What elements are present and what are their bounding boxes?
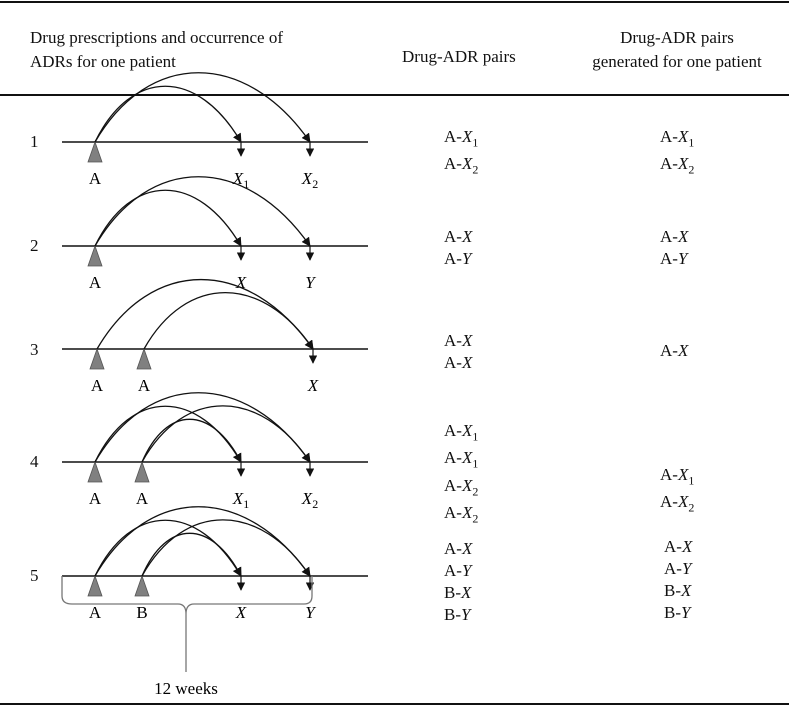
generated-cell-row1	[660, 126, 694, 181]
header-col1-line1: Drug prescriptions and occurrence of	[30, 28, 284, 47]
pair-item: B-Y	[444, 605, 471, 624]
pair-item: A-X	[444, 331, 473, 350]
pairs-cell-row2	[444, 226, 472, 270]
adr-label: $X_1$	[232, 489, 250, 511]
generated-pair-item: $A-X_1$	[660, 465, 695, 488]
generated-pair-item: B-X	[664, 581, 692, 600]
drug-prescription-marker	[88, 246, 102, 266]
drug-prescription-marker	[137, 349, 151, 369]
drug-adr-arc	[95, 177, 310, 246]
row-number: 3	[30, 340, 39, 359]
drug-adr-arc	[95, 73, 310, 142]
generated-cell-row2	[660, 226, 688, 270]
adr-label: $X_1$	[232, 169, 250, 191]
generated-pair-item: A-X	[664, 537, 693, 556]
drug-label: A	[88, 603, 102, 622]
drug-label: A	[88, 489, 102, 508]
pair-item: $A-X_2$	[444, 503, 479, 526]
generated-pair-item: A-X	[660, 341, 689, 360]
row-number: 5	[30, 566, 39, 585]
drug-label: B	[136, 603, 148, 622]
generated-pair-item: $A-X_2$	[660, 492, 695, 515]
drug-adr-arc	[144, 293, 313, 349]
drug-label: A	[88, 273, 102, 292]
drug-label: A	[90, 376, 104, 395]
pair-item: A-Y	[444, 249, 472, 268]
drug-prescription-marker	[88, 462, 102, 482]
drug-adr-arc	[142, 520, 310, 576]
pair-item: A-Y	[444, 561, 472, 580]
pair-item: A-X	[444, 227, 473, 246]
pair-item: A-X	[444, 539, 473, 558]
drug-adr-arc	[142, 406, 310, 462]
pairs-cell-row4	[444, 420, 478, 530]
pairs-cell-row1	[444, 126, 478, 181]
drug-label: A	[135, 489, 149, 508]
drug-adr-arc	[95, 86, 241, 142]
drug-prescription-marker	[90, 349, 104, 369]
header-col3	[582, 26, 772, 74]
generated-pair-item: $A-X_2$	[660, 154, 695, 177]
generated-cell-row3	[660, 340, 688, 362]
pairs-cell-row3	[444, 330, 472, 374]
adr-label: Y	[305, 273, 315, 292]
header-col3-line1: Drug-ADR pairs	[620, 28, 734, 47]
generated-pair-item: A-Y	[660, 249, 688, 268]
drug-adr-arc	[95, 507, 310, 576]
generated-pair-item: B-Y	[664, 603, 691, 622]
pair-item: A-X	[444, 353, 473, 372]
adr-label: $X_2$	[301, 489, 319, 511]
drug-prescription-marker	[88, 576, 102, 596]
drug-adr-arc	[95, 190, 241, 246]
pair-item: B-X	[444, 583, 472, 602]
header-col2: Drug-ADR pairs	[402, 47, 516, 66]
generated-pair-item: A-X	[660, 227, 689, 246]
row-number: 2	[30, 236, 39, 255]
pair-item: $A-X_2$	[444, 154, 479, 177]
generated-cell-row4	[660, 464, 694, 519]
drug-prescription-marker	[135, 462, 149, 482]
pair-item: $A-X_1$	[444, 127, 479, 150]
pair-item: $A-X_1$	[444, 448, 479, 471]
drug-adr-arc	[95, 520, 241, 576]
drug-adr-arc	[97, 280, 313, 349]
row-number: 1	[30, 132, 39, 151]
adr-label: X	[235, 603, 247, 622]
drug-label: A	[137, 376, 151, 395]
generated-pair-item: $A-X_1$	[660, 127, 695, 150]
generated-cell-row5	[664, 536, 692, 624]
window-label: 12 weeks	[154, 679, 218, 698]
drug-adr-arc	[95, 393, 310, 462]
pairs-cell-row5	[444, 538, 472, 626]
drug-prescription-marker	[135, 576, 149, 596]
generated-pair-item: A-Y	[664, 559, 692, 578]
drug-prescription-marker	[88, 142, 102, 162]
header-col3-line2: generated for one patient	[592, 52, 762, 71]
pair-item: $A-X_1$	[444, 421, 479, 444]
header-col1-line2: ADRs for one patient	[30, 52, 176, 71]
drug-label: A	[88, 169, 102, 188]
adr-label: X	[235, 273, 247, 292]
pair-item: $A-X_2$	[444, 475, 479, 499]
drug-adr-arc	[95, 406, 241, 462]
adr-label: Y	[305, 603, 315, 622]
adr-label: $X_2$	[301, 169, 319, 191]
row-number: 4	[30, 452, 39, 471]
adr-label: X	[307, 376, 319, 395]
